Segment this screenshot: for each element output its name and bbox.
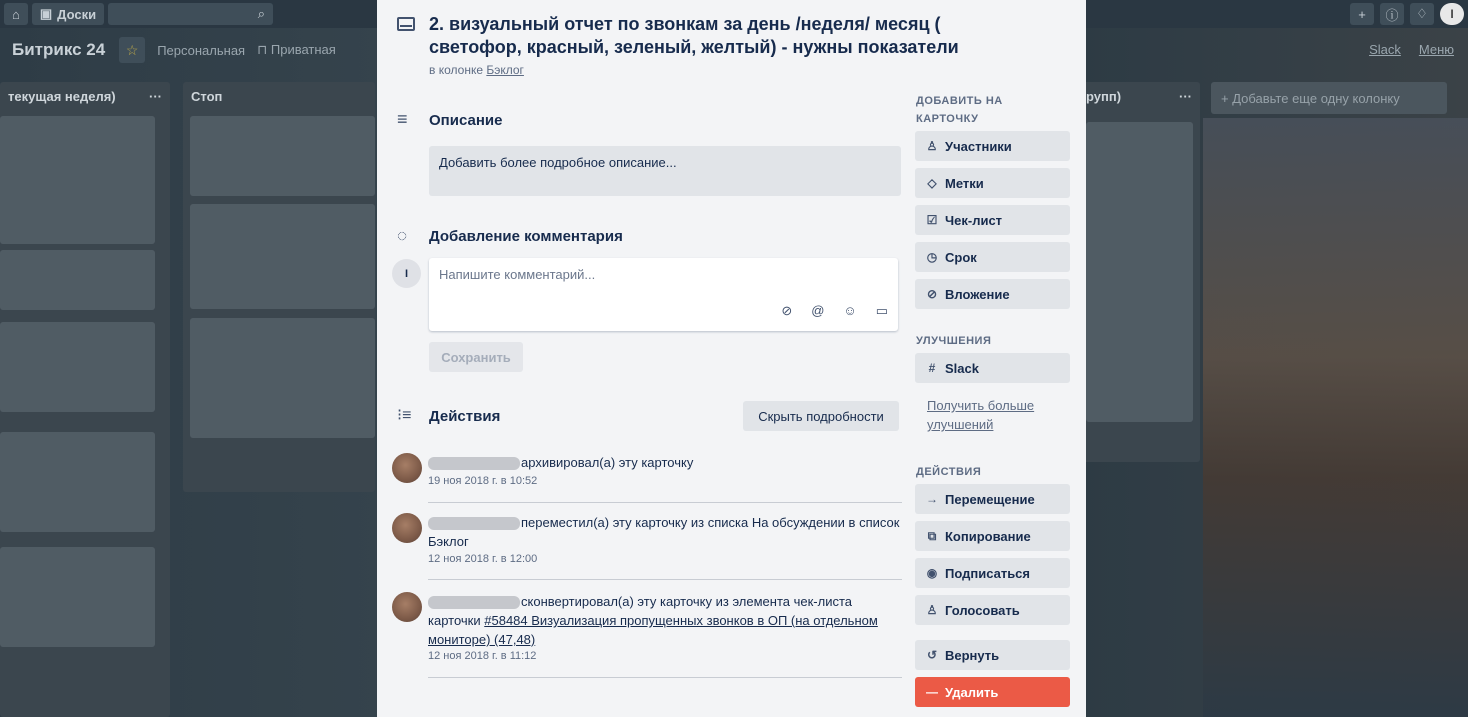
eye-icon: ◉ [926, 566, 938, 580]
move-button[interactable] [915, 484, 1070, 514]
card-icon [397, 17, 415, 31]
list-column [1078, 82, 1200, 462]
avatar[interactable] [392, 513, 422, 543]
due-date-label: Срок [945, 249, 977, 265]
activity-text: сконвертировал(а) эту карточку из элемента чек-листа карточки [428, 594, 853, 628]
list-card[interactable] [0, 547, 155, 647]
list-card[interactable] [1086, 122, 1193, 422]
list-title: текущая неделя) [8, 89, 116, 104]
activity-timestamp[interactable]: 19 ноя 2018 г. в 10:52 [428, 475, 538, 487]
slack-label: Slack [945, 360, 979, 376]
activity-timestamp[interactable]: 12 ноя 2018 г. в 12:00 [428, 553, 538, 565]
activity-title: Действия [429, 408, 501, 425]
star-icon[interactable]: ☆ [119, 37, 145, 63]
list-card[interactable] [190, 318, 375, 438]
clock-icon: ◷ [926, 250, 938, 264]
divider [428, 502, 902, 503]
activity-text: переместил(а) эту карточку из списка На обсуждении в список Бэклог [428, 515, 900, 549]
in-list-label: в колонке [429, 63, 483, 77]
description-title: Описание [429, 112, 503, 129]
search-icon: ⌕ [257, 6, 266, 21]
activity-user-name[interactable] [428, 517, 520, 530]
boards-label: Доски [57, 6, 97, 22]
undo-icon: ↺ [926, 648, 938, 662]
checklist-label: Чек-лист [945, 212, 1003, 228]
comment-input[interactable] [439, 267, 879, 282]
comment-section-title: Добавление комментария [429, 228, 623, 245]
home-button[interactable] [4, 3, 28, 25]
arrow-right-icon: → [926, 492, 938, 506]
avatar[interactable] [392, 592, 422, 622]
card-link-icon[interactable]: ▭ [875, 303, 888, 318]
avatar[interactable]: I [1440, 3, 1464, 25]
list-card[interactable] [190, 116, 375, 196]
plus-icon[interactable]: + [1350, 3, 1374, 25]
labels-button[interactable] [915, 168, 1070, 198]
minus-icon: — [926, 685, 938, 699]
comment-box [429, 258, 898, 331]
board-title[interactable]: Битрикс 24 [12, 40, 106, 59]
avatar[interactable] [392, 453, 422, 483]
info-icon[interactable]: ⓘ [1380, 3, 1404, 25]
divider [428, 579, 902, 580]
copy-label: Копирование [945, 528, 1031, 544]
avatar: I [392, 259, 421, 288]
board-search[interactable] [108, 3, 273, 25]
activity-user-name[interactable] [428, 596, 520, 609]
activity-timestamp[interactable]: 12 ноя 2018 г. в 11:12 [428, 650, 537, 662]
home-icon: ⌂ [12, 6, 20, 22]
add-to-card-heading: ДОБАВИТЬ НА КАРТОЧКУ [916, 95, 1003, 125]
list-column [183, 82, 375, 492]
list-menu-icon[interactable]: ··· [149, 89, 162, 104]
activity-icon: ⁝≡ [397, 407, 412, 424]
card-title[interactable]: 2. визуальный отчет по звонкам за день /неделя/ месяц ( светофор, красный, зеленый, желтый) - нужны показатели [429, 14, 959, 57]
description-icon: ≡ [397, 109, 408, 129]
card-list-info [429, 63, 524, 77]
menu-link[interactable]: Меню [1418, 42, 1454, 57]
list-card[interactable] [0, 432, 155, 532]
attachment-icon[interactable]: ⊘ [781, 303, 793, 318]
labels-label: Метки [945, 175, 984, 191]
attachment-label: Вложение [945, 286, 1010, 302]
list-card[interactable] [0, 322, 155, 412]
slack-link[interactable]: Slack [1369, 42, 1401, 57]
board-background-photo [1203, 118, 1468, 717]
activity-user-name[interactable] [428, 457, 520, 470]
get-more-powerups-link[interactable]: Получить больше улучшений [927, 398, 1035, 432]
checklist-card-link[interactable]: #58484 Визуализация пропущенных звонков в ОП (на отдельном мониторе) (47,48) [428, 613, 878, 647]
slack-button[interactable] [915, 353, 1070, 383]
checklist-icon: ☑ [926, 213, 938, 227]
tag-icon: ◇ [927, 176, 937, 190]
list-column [0, 82, 170, 717]
divider [428, 677, 902, 678]
restore-label: Вернуть [945, 647, 1000, 663]
card-detail-modal [377, 0, 1086, 717]
slack-icon: # [928, 361, 936, 375]
copy-icon: ⧉ [927, 528, 937, 543]
subscribe-label: Подписаться [945, 565, 1031, 581]
restore-button[interactable] [915, 640, 1070, 670]
thumbs-up-icon: ♙ [926, 603, 938, 617]
actions-heading: ДЕЙСТВИЯ [916, 466, 982, 478]
paperclip-icon: ⊘ [926, 287, 938, 301]
subscribe-button[interactable] [915, 558, 1070, 588]
save-button[interactable]: Сохранить [429, 342, 523, 372]
hide-details-button[interactable]: Скрыть подробности [743, 401, 899, 431]
list-title: рупп) [1086, 89, 1122, 104]
vote-button[interactable] [915, 595, 1070, 625]
comment-icon: ◌ [397, 226, 408, 245]
emoji-icon[interactable]: ☺ [843, 303, 857, 318]
description-field[interactable]: Добавить более подробное описание... [429, 146, 901, 196]
move-label: Перемещение [945, 491, 1035, 507]
copy-button[interactable] [915, 521, 1070, 551]
list-card[interactable] [0, 250, 155, 310]
vote-label: Голосовать [945, 602, 1020, 618]
due-date-button[interactable] [915, 242, 1070, 272]
attachment-button[interactable] [915, 279, 1070, 309]
boards-button[interactable] [32, 3, 104, 25]
checklist-button[interactable] [915, 205, 1070, 235]
list-menu-icon[interactable]: ··· [1179, 89, 1192, 104]
members-button[interactable] [915, 131, 1070, 161]
delete-label: Удалить [945, 684, 999, 700]
list-title: Стоп [191, 89, 223, 104]
list-card[interactable] [190, 204, 375, 309]
add-column-button[interactable]: + Добавьте еще одну колонку [1211, 82, 1447, 114]
activity-text: архивировал(а) эту карточку [521, 455, 694, 470]
notification-icon[interactable]: ♢ [1410, 3, 1434, 25]
delete-button[interactable] [915, 677, 1070, 707]
lock-icon: ⊓ [257, 42, 271, 57]
board-team[interactable]: Персональная [157, 42, 246, 58]
boards-icon: ▣ [39, 6, 53, 21]
powerups-heading: УЛУЧШЕНИЯ [916, 335, 992, 347]
list-card[interactable] [0, 116, 155, 244]
user-icon: ♙ [926, 139, 938, 153]
list-link[interactable]: Бэклог [486, 63, 524, 77]
board-visibility[interactable]: ⊓ Приватная [257, 42, 336, 57]
members-label: Участники [945, 138, 1012, 154]
mention-icon[interactable]: @ [811, 303, 825, 318]
